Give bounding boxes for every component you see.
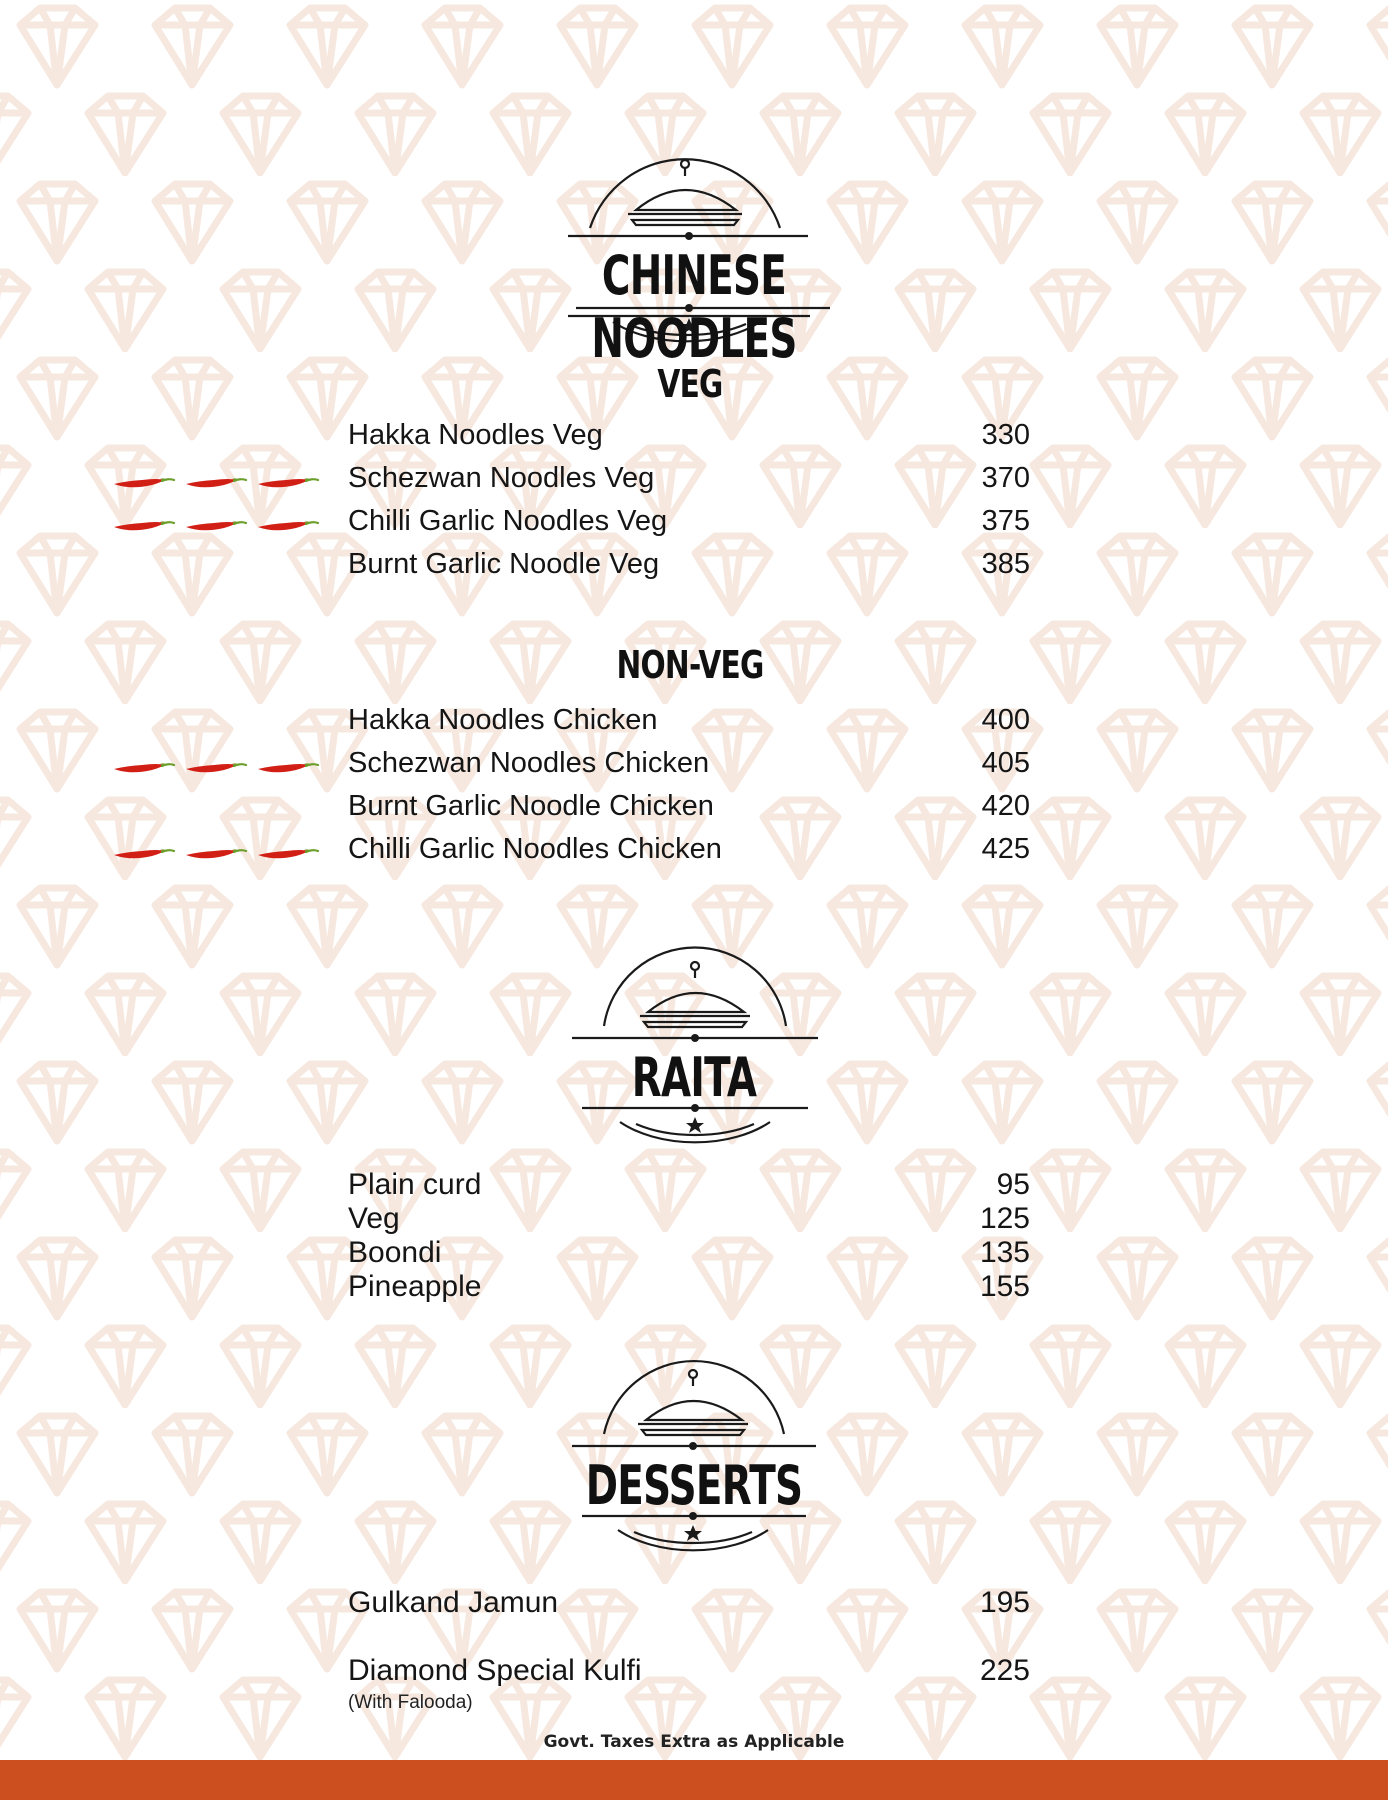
red-chilli-icon xyxy=(184,472,248,492)
menu-item-price: 420 xyxy=(981,790,1030,822)
red-chilli-icon xyxy=(112,843,176,863)
menu-item-price: 370 xyxy=(981,462,1030,494)
red-chilli-icon xyxy=(256,515,320,535)
menu-item-note: (With Falooda) xyxy=(348,1692,473,1713)
menu-item-name: Chilli Garlic Noodles Chicken xyxy=(348,833,722,865)
menu-item-name: Burnt Garlic Noodle Chicken xyxy=(348,790,714,822)
menu-item-price: 195 xyxy=(979,1586,1030,1619)
menu-item-name: Plain curd xyxy=(348,1168,482,1201)
menu-item-name: Chilli Garlic Noodles Veg xyxy=(348,505,668,537)
red-chilli-icon xyxy=(256,472,320,492)
menu-item-name: Veg xyxy=(348,1202,400,1235)
red-chilli-icon xyxy=(256,757,320,777)
menu-item-price: 385 xyxy=(981,548,1030,580)
menu-item-price: 405 xyxy=(981,747,1030,779)
menu-item-name: Boondi xyxy=(348,1236,442,1269)
subheading-veg: VEG xyxy=(657,362,723,406)
section-title-chinese-noodles: CHINESE NOODLES xyxy=(591,244,797,370)
red-chilli-icon xyxy=(184,757,248,777)
menu-item-price: 400 xyxy=(981,704,1030,736)
menu-item-name: Schezwan Noodles Veg xyxy=(348,462,655,494)
section-title-raita: RAITA xyxy=(631,1046,757,1109)
menu-item-price: 225 xyxy=(979,1654,1030,1687)
menu-item-name: Diamond Special Kulfi xyxy=(348,1654,642,1687)
menu-item-price: 425 xyxy=(981,833,1030,865)
red-chilli-icon xyxy=(184,515,248,535)
red-chilli-icon xyxy=(112,515,176,535)
menu-item-name: Schezwan Noodles Chicken xyxy=(348,747,710,779)
menu-item-name: Burnt Garlic Noodle Veg xyxy=(348,548,660,580)
red-chilli-icon xyxy=(184,843,248,863)
menu-item-name: Hakka Noodles Veg xyxy=(348,419,603,451)
menu-item-price: 375 xyxy=(981,505,1030,537)
menu-item-price: 125 xyxy=(979,1202,1030,1235)
menu-item-price: 135 xyxy=(979,1236,1030,1269)
footer-accent-bar xyxy=(0,1760,1388,1800)
menu-item-name: Gulkand Jamun xyxy=(348,1586,559,1619)
spicy-indicator xyxy=(112,757,320,777)
menu-item-name: Pineapple xyxy=(348,1270,482,1303)
red-chilli-icon xyxy=(112,757,176,777)
spicy-indicator xyxy=(112,472,320,492)
menu-item-name: Hakka Noodles Chicken xyxy=(348,704,658,736)
subheading-non-veg: NON-VEG xyxy=(616,643,764,687)
red-chilli-icon xyxy=(112,472,176,492)
section-title-desserts: DESSERTS xyxy=(585,1454,803,1517)
menu-item-price: 95 xyxy=(996,1168,1030,1201)
menu-item-price: 155 xyxy=(979,1270,1030,1303)
spicy-indicator xyxy=(112,515,320,535)
footer-tax-note: Govt. Taxes Extra as Applicable xyxy=(543,1732,845,1752)
red-chilli-icon xyxy=(256,843,320,863)
menu-item-price: 330 xyxy=(981,419,1030,451)
spicy-indicator xyxy=(112,843,320,863)
